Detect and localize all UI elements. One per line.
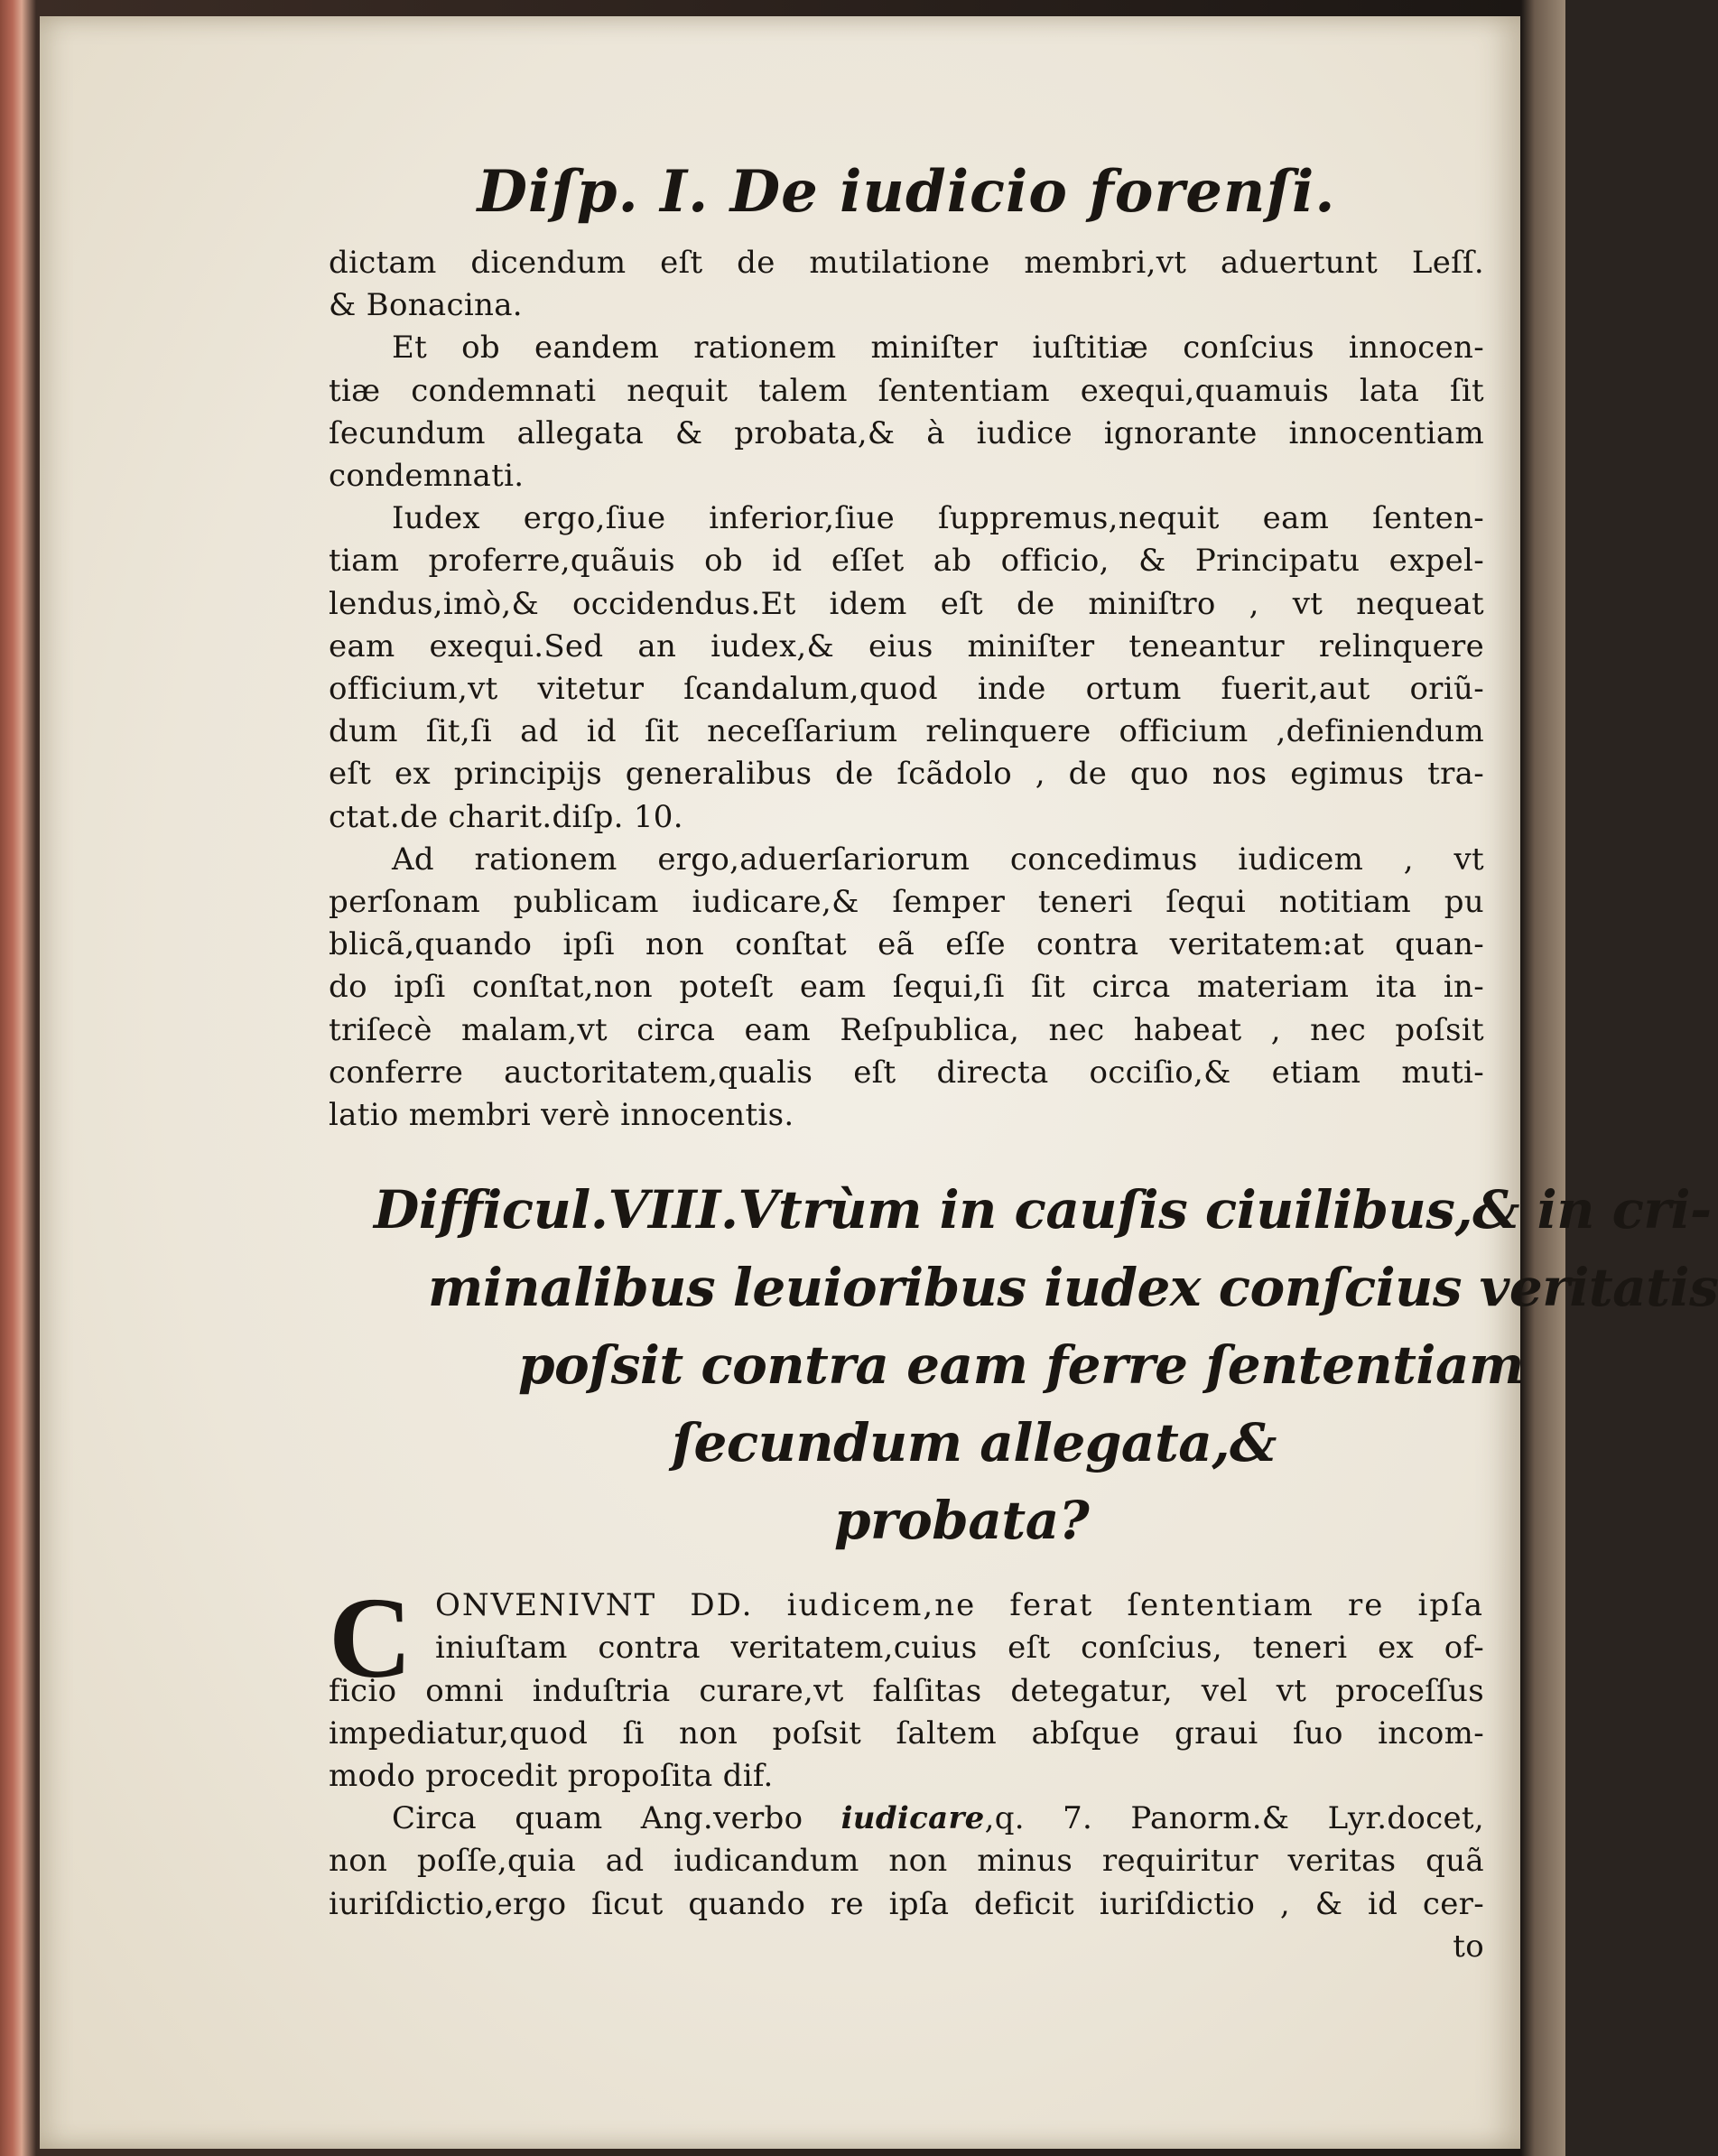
paragraph [329, 327, 1484, 497]
heading-line: poſsit contra eam ferre ſententiam [518, 1334, 1524, 1397]
text-line: tiam proferre,quãuis ob id eſſet ab officio, & Principatu expel- [329, 543, 1484, 580]
text-line: dum ſit,ſi ad id ſit neceſſarium relinquere officium ,definiendum [329, 713, 1484, 750]
paragraph [329, 839, 1484, 1137]
heading-line: ſecundum allegata,& [672, 1412, 1277, 1474]
heading-line: Difficul.VIII.Vtrùm in cauſis ciuilibus,& in cri- [374, 1179, 1712, 1241]
paragraph [329, 1798, 1484, 1926]
text-line: Et ob eandem rationem miniſter iuſtitiæ conſcius innocen- [392, 330, 1484, 367]
text-line: do ipſi conſtat,non poteſt eam ſequi,ſi ſit circa materiam ita in- [329, 969, 1484, 1006]
text-line: condemnati. [329, 458, 525, 495]
text-line: dictam dicendum eſt de mutilatione membri,vt aduertunt Leſſ. [329, 245, 1484, 281]
text-line: iuriſdictio,ergo ſicut quando re ipſa deficit iuriſdictio , & id cer- [329, 1885, 1484, 1922]
running-head: Diſp. I. De iudicio forenſi. [477, 158, 1336, 226]
heading-line: probata? [834, 1490, 1090, 1552]
text-line: iniuſtam contra veritatem,cuius eſt conſcius, teneri ex of- [435, 1630, 1484, 1667]
text-line: blicã,quando ipſi non conſtat eã eſſe contra veritatem:at quan- [329, 926, 1484, 963]
text-line: ONVENIVNT DD. iudicem,ne ferat ſententiam re ipſa [435, 1587, 1484, 1624]
text-line: tiæ condemnati nequit talem ſententiam exequi,quamuis lata ſit [329, 372, 1484, 409]
heading-line: minalibus leuioribus iudex conſcius veritatis [428, 1257, 1718, 1319]
text-line: ſecundum allegata & probata,& à iudice ignorante innocentiam [329, 414, 1484, 451]
text-line: Iudex ergo,ſiue inferior,ſiue ſuppremus,nequit eam ſenten- [392, 500, 1484, 537]
text-line: triſecè malam,vt circa eam Reſpublica, nec habeat , nec poſsit [329, 1011, 1484, 1048]
text-line: ficio omni induſtria curare,vt falſitas detegatur, vel vt proceſſus [329, 1672, 1484, 1709]
text-line: officium,vt vitetur ſcandalum,quod inde ortum fuerit,aut oriũ- [329, 671, 1484, 708]
text-line: eſt ex principijs generalibus de ſcãdolo , de quo nos egimus tra- [329, 756, 1484, 793]
paragraph [329, 497, 1484, 839]
text-line: lendus,imò,& occidendus.Et idem eſt de miniſtro , vt nequeat [329, 585, 1484, 622]
text-line: Ad rationem ergo,aduerſariorum concedimus iudicem , vt [392, 841, 1484, 878]
text-line: non poſſe,quia ad iudicandum non minus requiritur veritas quã [329, 1843, 1484, 1880]
text-line: modo procedit propoſita dif. [329, 1758, 774, 1795]
drop-cap-initial: C [329, 1574, 413, 1703]
text-block [329, 152, 1718, 1968]
text-segment: ,q. 7. Panorm.& Lyr.docet, [984, 1800, 1484, 1837]
paragraph-with-initial [329, 1574, 1484, 1798]
text-line: eam exequi.Sed an iudex,& eius miniſter teneantur relinquere [329, 627, 1484, 664]
catchword: to [1453, 1928, 1484, 1965]
text-line: & Bonacina. [329, 287, 523, 324]
text-line: impediatur,quod ſi non poſsit ſaltem abſque graui ſuo incom- [329, 1715, 1484, 1752]
difficulty-heading [329, 1171, 1718, 1559]
text-line: perſonam publicam iudicare,& ſemper teneri ſequi notitiam pu [329, 884, 1484, 921]
paragraph [329, 242, 1484, 327]
text-line: latio membri verè innocentis. [329, 1097, 794, 1134]
text-line [329, 1798, 1484, 1840]
body-paragraphs [329, 242, 1484, 1137]
text-line: ctat.de charit.diſp. 10. [329, 798, 683, 835]
text-segment: Circa quam Ang.verbo [392, 1800, 841, 1837]
book-page [40, 16, 1718, 2149]
text-line: conferre auctoritatem,qualis eſt directa occiſio,& etiam muti- [329, 1054, 1484, 1091]
text-segment-italic: iudicare [840, 1800, 985, 1837]
